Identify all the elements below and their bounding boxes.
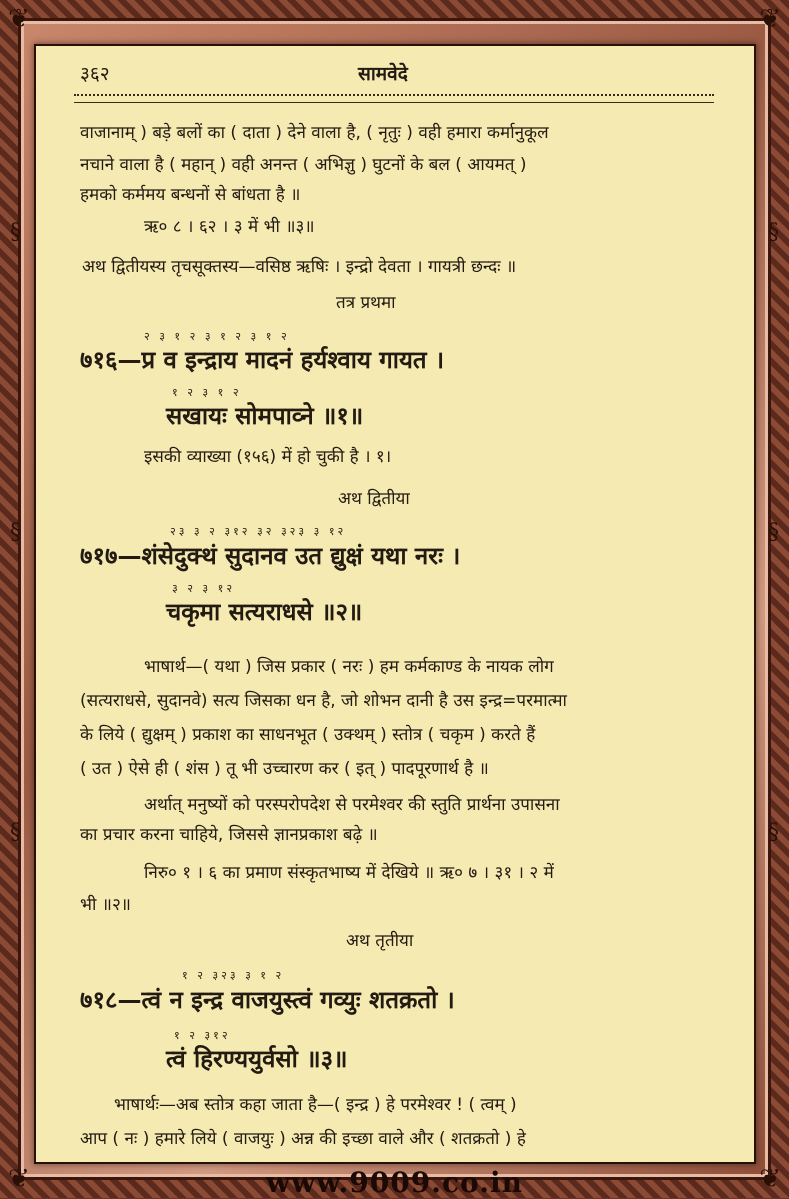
verse-line: ७१६—प्र व इन्द्राय मादनं हर्यश्वाय गायत ।	[80, 346, 445, 374]
text-line: निरु० १ । ६ का प्रमाण संस्कृतभाष्य में देखिये ॥ ऋ० ७ । ३१ । २ में	[144, 863, 554, 883]
accent-marks: ३ २ ३ १२	[172, 582, 236, 595]
verse-line: सखायः सोमपाव्ने ॥१॥	[166, 402, 364, 430]
corner-ornament-icon: ❦	[759, 1164, 781, 1194]
accent-marks: १ २ ३ १ २	[172, 386, 242, 399]
text-line: हमको कर्ममय बन्धनों से बांधता है ॥	[80, 185, 301, 205]
side-ornament-icon: §	[768, 220, 779, 245]
text-line: का प्रचार करना चाहिये, जिससे ज्ञानप्रकाश बढ़े ॥	[80, 825, 378, 845]
corner-ornament-icon: ❦	[8, 4, 30, 34]
corner-ornament-icon: ❦	[759, 4, 781, 34]
side-ornament-icon: §	[10, 220, 21, 245]
accent-marks: १ २ ३१२	[174, 1029, 231, 1042]
text-line: वाजानाम् ) बड़े बलों का ( दाता ) देने वाला है, ( नृतुः ) वही हमारा कर्मानुकूल	[80, 123, 549, 143]
verse-line: ७१७—शंसेदुक्थं सुदानव उत द्युक्षं यथा नरः ।	[80, 542, 461, 570]
verse-line: त्वं हिरण्ययुर्वसो ॥३॥	[166, 1045, 348, 1073]
running-title: सामवेदे	[358, 63, 408, 85]
text-line: इसकी व्याख्या (१५६) में हो चुकी है । १।	[144, 447, 392, 467]
text-line: नचाने वाला है ( महान् ) वही अनन्त ( अभिज्ञु ) घुटनों के बल ( आयमत् )	[80, 155, 527, 175]
text-line: (सत्यराधसे, सुदानवे) सत्य जिसका धन है, जो शोभन दानी है उस इन्द्र=परमात्मा	[80, 691, 567, 711]
corner-ornament-icon: ❦	[8, 1164, 30, 1194]
accent-marks: १ २ ३२३ ३ १ २	[182, 969, 285, 982]
accent-marks: २ ३ १ २ ३ १ २ ३ १ २	[144, 330, 290, 343]
text-line: ऋ० ८ । ६२ । ३ में भी ॥३॥	[144, 217, 315, 237]
text-line: भाषार्थ—( यथा ) जिस प्रकार ( नरः ) हम कर्मकाण्ड के नायक लोग	[144, 657, 554, 677]
section-heading: अथ तृतीया	[346, 931, 414, 951]
text-line: अथ द्वितीयस्य तृचसूक्तस्य—वसिष्ठ ऋषिः । इन्द्रो देवता । गायत्री छन्दः ॥	[82, 257, 517, 277]
text-line: भी ॥२॥	[80, 895, 131, 915]
side-ornament-icon: §	[10, 820, 21, 845]
side-ornament-icon: §	[768, 520, 779, 545]
text-line: के लिये ( द्युक्षम् ) प्रकाश का साधनभूत ( उक्थम् ) स्तोत्र ( चकृम ) करते हैं	[80, 725, 536, 745]
section-heading: अथ द्वितीया	[338, 489, 410, 509]
website-watermark: www.9009.co.in	[266, 1166, 523, 1199]
text-line: भाषार्थः—अब स्तोत्र कहा जाता है—( इन्द्र ) हे परमेश्वर ! ( त्वम् )	[114, 1095, 517, 1115]
text-line: ( उत ) ऐसे ही ( शंस ) तू भी उच्चारण कर ( इत् ) पादपूरणार्थ है ॥	[80, 759, 489, 779]
page-number: ३६२	[80, 63, 110, 85]
verse-line: चकृमा सत्यराधसे ॥२॥	[166, 598, 363, 626]
accent-marks: २३ ३ २ ३१२ ३२ ३२३ ३ १२	[170, 525, 347, 538]
header-divider	[74, 94, 714, 103]
text-line: आप ( नः ) हमारे लिये ( वाजयुः ) अन्न की इच्छा वाले और ( शतक्रतो ) हे	[80, 1129, 526, 1149]
side-ornament-icon: §	[768, 820, 779, 845]
section-heading: तत्र प्रथमा	[336, 293, 396, 313]
scanned-page	[36, 46, 754, 1162]
verse-line: ७१८—त्वं न इन्द्र वाजयुस्त्वं गव्युः शतक्रतो ।	[80, 986, 455, 1014]
text-line: अर्थात् मनुष्यों को परस्परोपदेश से परमेश्वर की स्तुति प्रार्थना उपासना	[144, 795, 560, 815]
side-ornament-icon: §	[10, 520, 21, 545]
